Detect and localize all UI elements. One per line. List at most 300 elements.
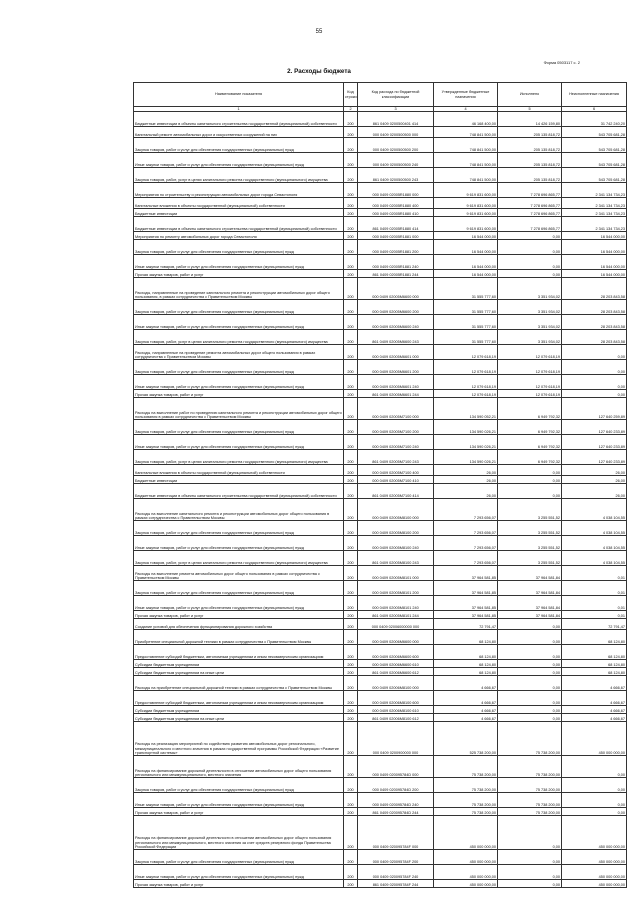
cell-executed: 0,00 xyxy=(498,850,562,865)
cell-indicator-name: Прочая закупка товаров, работ и услуг xyxy=(134,390,344,398)
cell-line-code: 200 xyxy=(344,521,358,536)
cell-line-code: 200 xyxy=(344,112,358,127)
cell-budget-code: 000 0409 02005M6600 200 xyxy=(358,300,434,315)
table-row xyxy=(134,153,627,168)
cell-unexecuted: 450 000 000,00 xyxy=(562,850,627,865)
cell-indicator-name: Субсидии бюджетным учреждениям на иные цели xyxy=(134,668,344,676)
cell-approved: 9 619 831 600,00 xyxy=(434,217,498,232)
cell-executed: 3 255 551,52 xyxy=(498,499,562,521)
cell-budget-code: 000 0409 020095784D 240 xyxy=(358,793,434,808)
table-row xyxy=(134,850,627,865)
cell-line-code: 200 xyxy=(344,581,358,596)
table-row xyxy=(134,300,627,315)
cell-indicator-name: Предоставление субсидий бюджетным, автономным учреждениям и иным некоммерческим организациям xyxy=(134,691,344,706)
cell-line-code: 200 xyxy=(344,793,358,808)
cell-indicator-name: Капитальный ремонт автомобильных дорог и искусственных сооружений на них xyxy=(134,127,344,138)
cell-executed: 75 738 200,00 xyxy=(498,756,562,778)
cell-executed: 37 964 581,84 xyxy=(498,611,562,619)
table-row xyxy=(134,714,627,722)
table-row xyxy=(134,756,627,778)
table-row xyxy=(134,127,627,138)
cell-unexecuted: 68 124,80 xyxy=(562,660,627,668)
cell-approved: 75 738 200,00 xyxy=(434,808,498,816)
cell-indicator-name: Закупка товаров, работ и услуг для обеспечения государственных (муниципальных) нужд xyxy=(134,850,344,865)
cell-indicator-name: Иные закупки товаров, работ и услуг для обеспечения государственных (муниципальных) нужд xyxy=(134,536,344,551)
table-row xyxy=(134,315,627,330)
cell-line-code: 200 xyxy=(344,660,358,668)
cell-unexecuted: 543 705 681,28 xyxy=(562,127,627,138)
cell-indicator-name: Иные закупки товаров, работ и услуг для обеспечения государственных (муниципальных) нужд xyxy=(134,793,344,808)
cell-indicator-name: Приобретение специальной дорожной техники в рамках сотрудничества с Правительством Москвы xyxy=(134,630,344,645)
cell-budget-code: 000 0409 020095784F 200 xyxy=(358,850,434,865)
column-number: 1 xyxy=(134,107,344,112)
table-row xyxy=(134,330,627,345)
cell-executed: 0,00 xyxy=(498,714,562,722)
cell-approved: 9 619 831 600,00 xyxy=(434,198,498,209)
cell-line-code: 200 xyxy=(344,756,358,778)
cell-unexecuted: 28 203 843,58 xyxy=(562,278,627,300)
cell-line-code: 200 xyxy=(344,450,358,465)
cell-executed: 0,00 xyxy=(498,691,562,706)
cell-executed: 6 949 792,32 xyxy=(498,450,562,465)
cell-line-code: 200 xyxy=(344,240,358,255)
cell-approved: 4 666,67 xyxy=(434,691,498,706)
cell-indicator-name: Закупка товаров, работ и услуг для обеспечения государственных (муниципальных) нужд xyxy=(134,521,344,536)
cell-line-code: 200 xyxy=(344,816,358,850)
cell-budget-code: 000 0409 02006M6600 000 xyxy=(358,630,434,645)
cell-unexecuted: 450 000 000,00 xyxy=(562,865,627,880)
table-row xyxy=(134,168,627,183)
cell-approved: 37 964 581,85 xyxy=(434,581,498,596)
cell-budget-code: 000 0409 020095784F 240 xyxy=(358,865,434,880)
table-row xyxy=(134,240,627,255)
cell-line-code: 200 xyxy=(344,198,358,209)
cell-approved: 12 079 618,19 xyxy=(434,390,498,398)
cell-line-code: 200 xyxy=(344,420,358,435)
cell-line-code: 200 xyxy=(344,398,358,420)
table-row xyxy=(134,360,627,375)
cell-indicator-name: Бюджетные инвестиции в объекты капитального строительства государственной (муниципальной) собственности xyxy=(134,484,344,499)
cell-approved: 26,00 xyxy=(434,476,498,484)
cell-unexecuted: 0,00 xyxy=(562,375,627,390)
page-number: 55 xyxy=(315,29,323,35)
cell-unexecuted: 2 341 134 734,23 xyxy=(562,183,627,198)
table-row xyxy=(134,375,627,390)
cell-indicator-name: Расходы на реализацию мероприятий по содействию развитию автомобильных дорог регионального, межмуниципального и местного значения в рамках государственной программы Российской Федерации «Развитие транспортной системы» xyxy=(134,722,344,756)
cell-indicator-name: Субсидии бюджетным учреждениям xyxy=(134,706,344,714)
cell-budget-code: 000 0409 02006000000 000 xyxy=(358,619,434,630)
cell-indicator-name: Капитальные вложения в объекты государственной (муниципальной) собственности xyxy=(134,465,344,476)
table-row xyxy=(134,880,627,888)
cell-approved: 450 000 000,00 xyxy=(434,850,498,865)
cell-executed: 37 964 581,84 xyxy=(498,566,562,581)
cell-budget-code: 861 0409 02005M8100 243 xyxy=(358,551,434,566)
table-row xyxy=(134,660,627,668)
cell-budget-code: 861 0409 02005M6601 244 xyxy=(358,390,434,398)
cell-indicator-name: Расходы, направленные на проведение капитального ремонта и реконструкции автомобильных дорог общего пользования, в рамках сотрудничества с Правительством Москвы xyxy=(134,278,344,300)
cell-executed: 7 278 696 865,77 xyxy=(498,183,562,198)
table-row xyxy=(134,484,627,499)
cell-budget-code: 000 0409 02005R1881 000 xyxy=(358,232,434,240)
table-row xyxy=(134,793,627,808)
cell-unexecuted: 127 640 259,89 xyxy=(562,398,627,420)
cell-executed: 12 079 618,19 xyxy=(498,360,562,375)
table-row xyxy=(134,536,627,551)
cell-executed: 205 135 818,72 xyxy=(498,168,562,183)
cell-approved: 12 079 618,19 xyxy=(434,375,498,390)
cell-approved: 16 544 000,00 xyxy=(434,232,498,240)
cell-budget-code: 000 0409 02005M7100 400 xyxy=(358,465,434,476)
table-row xyxy=(134,645,627,660)
cell-indicator-name: Иные закупки товаров, работ и услуг для обеспечения государственных (муниципальных) нужд xyxy=(134,375,344,390)
cell-indicator-name: Закупка товаров, работ и услуг для обеспечения государственных (муниципальных) нужд xyxy=(134,240,344,255)
form-code: Форма 0503117 с. 2 xyxy=(543,60,580,65)
cell-unexecuted: 26,00 xyxy=(562,484,627,499)
cell-budget-code: 000 0409 02005R1880 000 xyxy=(358,183,434,198)
cell-line-code: 200 xyxy=(344,255,358,270)
table-row xyxy=(134,521,627,536)
cell-executed: 12 079 618,19 xyxy=(498,375,562,390)
cell-budget-code: 861 0409 020095784D 244 xyxy=(358,808,434,816)
cell-line-code: 200 xyxy=(344,566,358,581)
cell-indicator-name: Иные закупки товаров, работ и услуг для обеспечения государственных (муниципальных) нужд xyxy=(134,153,344,168)
cell-unexecuted: 450 000 000,00 xyxy=(562,722,627,756)
cell-indicator-name: Прочая закупка товаров, работ и услуг xyxy=(134,611,344,619)
cell-approved: 9 619 831 600,00 xyxy=(434,183,498,198)
cell-budget-code: 000 0409 0200500500 000 xyxy=(358,127,434,138)
cell-unexecuted: 543 705 681,28 xyxy=(562,138,627,153)
cell-unexecuted: 4 666,67 xyxy=(562,706,627,714)
cell-indicator-name: Мероприятия по строительству и реконструкции автомобильных дорог города Севастополя xyxy=(134,183,344,198)
table-row xyxy=(134,778,627,793)
cell-budget-code: 861 0409 0200500500 243 xyxy=(358,168,434,183)
cell-budget-code: 861 0409 02005M7100 414 xyxy=(358,484,434,499)
cell-indicator-name: Закупка товаров, работ, услуг в целях капитального ремонта государственного (муниципального) имущества xyxy=(134,168,344,183)
cell-budget-code: 000 0409 02006M8100 600 xyxy=(358,691,434,706)
cell-approved: 16 544 000,00 xyxy=(434,270,498,278)
cell-unexecuted: 4 038 104,55 xyxy=(562,521,627,536)
cell-executed: 205 135 818,72 xyxy=(498,127,562,138)
cell-line-code: 200 xyxy=(344,691,358,706)
cell-indicator-name: Бюджетные инвестиции xyxy=(134,209,344,217)
cell-unexecuted: 0,01 xyxy=(562,566,627,581)
cell-indicator-name: Расходы, направленные на проведение ремонта автомобильных дорог общего пользования в рамках сотрудничества с Правительством Москвы xyxy=(134,345,344,360)
cell-unexecuted: 127 640 233,89 xyxy=(562,450,627,465)
header-line-code: Код строки xyxy=(344,83,358,107)
cell-approved: 134 590 026,21 xyxy=(434,450,498,465)
cell-approved: 68 124,80 xyxy=(434,660,498,668)
cell-unexecuted: 2 341 134 734,23 xyxy=(562,217,627,232)
cell-unexecuted: 543 705 681,28 xyxy=(562,168,627,183)
cell-unexecuted: 450 000 000,00 xyxy=(562,816,627,850)
cell-indicator-name: Закупка товаров, работ и услуг для обеспечения государственных (муниципальных) нужд xyxy=(134,581,344,596)
table-row xyxy=(134,630,627,645)
cell-indicator-name: Закупка товаров, работ и услуг для обеспечения государственных (муниципальных) нужд xyxy=(134,420,344,435)
cell-executed: 0,00 xyxy=(498,619,562,630)
table-row xyxy=(134,232,627,240)
cell-executed: 3 351 934,02 xyxy=(498,278,562,300)
cell-approved: 7 293 656,07 xyxy=(434,551,498,566)
cell-approved: 4 666,67 xyxy=(434,714,498,722)
header-indicator-name: Наименование показателя xyxy=(134,83,344,107)
cell-executed: 75 738 200,00 xyxy=(498,778,562,793)
cell-approved: 450 000 000,00 xyxy=(434,816,498,850)
cell-unexecuted: 127 640 233,89 xyxy=(562,420,627,435)
cell-indicator-name: Закупка товаров, работ и услуг для обеспечения государственных (муниципальных) нужд xyxy=(134,778,344,793)
cell-indicator-name: Расходы на выполнение ремонта автомобильных дорог общего пользования в рамках сотрудничества с Правительством Москвы xyxy=(134,566,344,581)
cell-approved: 12 079 618,19 xyxy=(434,360,498,375)
cell-unexecuted: 4 038 104,55 xyxy=(562,551,627,566)
cell-budget-code: 000 0409 02006M6600 600 xyxy=(358,645,434,660)
cell-line-code: 200 xyxy=(344,138,358,153)
cell-approved: 26,00 xyxy=(434,465,498,476)
cell-executed: 0,00 xyxy=(498,645,562,660)
table-row xyxy=(134,138,627,153)
cell-executed: 6 949 792,32 xyxy=(498,435,562,450)
cell-budget-code: 000 0409 02006M6600 610 xyxy=(358,660,434,668)
table-row xyxy=(134,619,627,630)
table-row xyxy=(134,691,627,706)
cell-approved: 134 590 026,21 xyxy=(434,435,498,450)
table-row xyxy=(134,722,627,756)
table-row xyxy=(134,581,627,596)
cell-line-code: 200 xyxy=(344,850,358,865)
cell-line-code: 200 xyxy=(344,232,358,240)
column-number: 5 xyxy=(498,107,562,112)
cell-unexecuted: 450 000 000,00 xyxy=(562,880,627,888)
cell-unexecuted: 26,00 xyxy=(562,465,627,476)
cell-executed: 0,00 xyxy=(498,706,562,714)
cell-executed: 37 964 581,84 xyxy=(498,596,562,611)
cell-budget-code: 861 0409 02006M6600 612 xyxy=(358,668,434,676)
cell-unexecuted: 0,00 xyxy=(562,778,627,793)
cell-executed: 7 278 696 865,77 xyxy=(498,217,562,232)
table-row xyxy=(134,112,627,127)
table-row xyxy=(134,450,627,465)
table-row xyxy=(134,808,627,816)
table-row xyxy=(134,198,627,209)
cell-executed: 0,00 xyxy=(498,476,562,484)
cell-executed: 0,00 xyxy=(498,240,562,255)
cell-line-code: 200 xyxy=(344,676,358,691)
cell-executed: 3 351 934,02 xyxy=(498,315,562,330)
cell-line-code: 200 xyxy=(344,484,358,499)
section-title: 2. Расходы бюджета xyxy=(287,68,351,75)
cell-unexecuted: 4 666,67 xyxy=(562,676,627,691)
cell-unexecuted: 0,00 xyxy=(562,756,627,778)
cell-line-code: 200 xyxy=(344,808,358,816)
cell-executed: 0,00 xyxy=(498,668,562,676)
cell-executed: 0,00 xyxy=(498,484,562,499)
cell-line-code: 200 xyxy=(344,536,358,551)
cell-executed: 205 135 818,72 xyxy=(498,138,562,153)
header-executed: Исполнено xyxy=(498,83,562,107)
cell-approved: 75 738 200,00 xyxy=(434,778,498,793)
cell-budget-code: 000 0409 02005M6601 000 xyxy=(358,345,434,360)
cell-indicator-name: Закупка товаров, работ и услуг для обеспечения государственных (муниципальных) нужд xyxy=(134,360,344,375)
cell-unexecuted: 0,01 xyxy=(562,581,627,596)
table-row xyxy=(134,255,627,270)
cell-budget-code: 000 0409 02005M7100 410 xyxy=(358,476,434,484)
cell-executed: 3 351 934,02 xyxy=(498,330,562,345)
cell-approved: 7 293 656,07 xyxy=(434,499,498,521)
cell-unexecuted: 26,00 xyxy=(562,476,627,484)
cell-indicator-name: Прочая закупка товаров, работ и услуг xyxy=(134,270,344,278)
cell-budget-code: 000 0409 0200500500 240 xyxy=(358,153,434,168)
cell-indicator-name: Прочая закупка товаров, работ и услуг xyxy=(134,880,344,888)
cell-unexecuted: 2 341 134 734,23 xyxy=(562,198,627,209)
table-row xyxy=(134,566,627,581)
cell-approved: 31 555 777,60 xyxy=(434,315,498,330)
cell-executed: 0,00 xyxy=(498,676,562,691)
cell-indicator-name: Закупка товаров, работ и услуг для обеспечения государственных (муниципальных) нужд xyxy=(134,300,344,315)
cell-indicator-name: Расходы на финансирование дорожной деятельности в отношении автомобильных дорог общего пользования регионального или межмуниципального, местного значения за счет средств резервного фонда Правительства Российской Федерации xyxy=(134,816,344,850)
cell-unexecuted: 68 124,80 xyxy=(562,645,627,660)
cell-approved: 68 124,80 xyxy=(434,645,498,660)
cell-executed: 0,00 xyxy=(498,255,562,270)
cell-executed: 7 278 696 865,77 xyxy=(498,209,562,217)
cell-approved: 46 168 400,00 xyxy=(434,112,498,127)
cell-unexecuted: 16 544 000,00 xyxy=(562,232,627,240)
cell-line-code: 200 xyxy=(344,630,358,645)
cell-unexecuted: 0,00 xyxy=(562,793,627,808)
cell-indicator-name: Расходы на выполнение капитального ремонта и реконструкции автомобильных дорог общего пользования в рамках сотрудничества с Правительством Москвы xyxy=(134,499,344,521)
cell-executed: 0,00 xyxy=(498,865,562,880)
cell-line-code: 200 xyxy=(344,360,358,375)
table-row xyxy=(134,465,627,476)
cell-indicator-name: Расходы на выполнение работ по проведению капитального ремонта и реконструкции автомобильных дорог общего пользования в рамках сотрудничества с Правительством Москвы xyxy=(134,398,344,420)
cell-budget-code: 861 0409 02006M8100 612 xyxy=(358,714,434,722)
cell-unexecuted: 28 203 843,58 xyxy=(562,300,627,315)
cell-budget-code: 000 0409 02005M8100 200 xyxy=(358,521,434,536)
cell-unexecuted: 16 544 000,00 xyxy=(562,255,627,270)
cell-budget-code: 000 0409 02005M6601 240 xyxy=(358,375,434,390)
cell-budget-code: 000 0409 02006M8100 610 xyxy=(358,706,434,714)
cell-unexecuted: 28 203 843,58 xyxy=(562,315,627,330)
cell-unexecuted: 31 742 240,20 xyxy=(562,112,627,127)
cell-indicator-name: Бюджетные инвестиции xyxy=(134,476,344,484)
cell-line-code: 200 xyxy=(344,345,358,360)
cell-budget-code: 000 0409 020095784D 000 xyxy=(358,756,434,778)
cell-indicator-name: Прочая закупка товаров, работ и услуг xyxy=(134,808,344,816)
table-row xyxy=(134,865,627,880)
cell-approved: 37 964 581,85 xyxy=(434,596,498,611)
cell-executed: 14 426 159,80 xyxy=(498,112,562,127)
cell-unexecuted: 4 666,67 xyxy=(562,691,627,706)
table-row xyxy=(134,706,627,714)
cell-indicator-name: Закупка товаров, работ и услуг для обеспечения государственных (муниципальных) нужд xyxy=(134,138,344,153)
cell-approved: 16 544 000,00 xyxy=(434,255,498,270)
cell-approved: 748 841 500,00 xyxy=(434,168,498,183)
cell-executed: 75 738 200,00 xyxy=(498,808,562,816)
header-budget-code: Код расхода по бюджетной классификации xyxy=(358,83,434,107)
cell-executed: 0,00 xyxy=(498,630,562,645)
cell-approved: 37 964 581,85 xyxy=(434,611,498,619)
table-row xyxy=(134,476,627,484)
cell-line-code: 200 xyxy=(344,596,358,611)
cell-approved: 68 124,80 xyxy=(434,630,498,645)
column-number: 2 xyxy=(344,107,358,112)
table-row xyxy=(134,183,627,198)
header-unexecuted: Неисполненные назначения xyxy=(562,83,627,107)
cell-budget-code: 000 0409 02005M6600 000 xyxy=(358,278,434,300)
cell-unexecuted: 72 791,47 xyxy=(562,619,627,630)
column-number: 6 xyxy=(562,107,627,112)
cell-unexecuted: 0,00 xyxy=(562,808,627,816)
cell-line-code: 200 xyxy=(344,390,358,398)
cell-budget-code: 000 0409 02006M8100 000 xyxy=(358,676,434,691)
cell-approved: 75 738 200,00 xyxy=(434,793,498,808)
column-number: 3 xyxy=(358,107,434,112)
cell-executed: 0,00 xyxy=(498,232,562,240)
cell-executed: 7 278 696 865,77 xyxy=(498,198,562,209)
cell-unexecuted: 16 544 000,00 xyxy=(562,270,627,278)
cell-approved: 450 000 000,00 xyxy=(434,880,498,888)
expenses-table xyxy=(133,82,627,888)
cell-approved: 68 124,80 xyxy=(434,668,498,676)
cell-unexecuted: 4 038 104,55 xyxy=(562,536,627,551)
cell-indicator-name: Расходы на финансирование дорожной деятельности в отношении автомобильных дорог общего пользования регионального или межмуниципального, местного значения xyxy=(134,756,344,778)
cell-budget-code: 000 0409 02005R1881 200 xyxy=(358,240,434,255)
cell-indicator-name: Иные закупки товаров, работ и услуг для обеспечения государственных (муниципальных) нужд xyxy=(134,596,344,611)
cell-line-code: 200 xyxy=(344,778,358,793)
column-number: 4 xyxy=(434,107,498,112)
cell-executed: 0,00 xyxy=(498,270,562,278)
table-row xyxy=(134,278,627,300)
cell-budget-code: 000 0409 02005M7100 240 xyxy=(358,435,434,450)
table-row xyxy=(134,435,627,450)
cell-line-code: 200 xyxy=(344,168,358,183)
cell-unexecuted: 28 203 843,58 xyxy=(562,330,627,345)
cell-approved: 31 555 777,60 xyxy=(434,278,498,300)
table-row xyxy=(134,398,627,420)
cell-line-code: 200 xyxy=(344,465,358,476)
cell-indicator-name: Иные закупки товаров, работ и услуг для обеспечения государственных (муниципальных) нужд xyxy=(134,865,344,880)
table-row xyxy=(134,551,627,566)
cell-budget-code: 000 0409 020095784D 200 xyxy=(358,778,434,793)
cell-line-code: 200 xyxy=(344,183,358,198)
cell-approved: 12 079 618,19 xyxy=(434,345,498,360)
table-row xyxy=(134,596,627,611)
cell-executed: 75 738 200,00 xyxy=(498,793,562,808)
cell-budget-code: 861 0409 020095784F 244 xyxy=(358,880,434,888)
cell-approved: 37 964 581,85 xyxy=(434,566,498,581)
cell-executed: 0,00 xyxy=(498,880,562,888)
table-row xyxy=(134,217,627,232)
cell-budget-code: 000 0409 02005M6601 200 xyxy=(358,360,434,375)
cell-budget-code: 000 0409 02005R1881 240 xyxy=(358,255,434,270)
cell-executed: 0,00 xyxy=(498,816,562,850)
cell-indicator-name: Расходы на приобретение специальной дорожной техники в рамках сотрудничества с Правительством Москвы xyxy=(134,676,344,691)
cell-line-code: 200 xyxy=(344,611,358,619)
cell-unexecuted: 127 640 233,89 xyxy=(562,435,627,450)
cell-budget-code: 000 0409 02005M7100 000 xyxy=(358,398,434,420)
cell-budget-code: 000 0409 02005M8100 240 xyxy=(358,536,434,551)
cell-budget-code: 861 0409 02005M7100 243 xyxy=(358,450,434,465)
cell-line-code: 200 xyxy=(344,330,358,345)
cell-approved: 26,00 xyxy=(434,484,498,499)
header-approved: Утвержденные бюджетные назначения xyxy=(434,83,498,107)
cell-line-code: 200 xyxy=(344,153,358,168)
cell-line-code: 200 xyxy=(344,499,358,521)
cell-executed: 205 135 818,72 xyxy=(498,153,562,168)
cell-approved: 4 666,67 xyxy=(434,676,498,691)
cell-approved: 7 293 656,07 xyxy=(434,521,498,536)
cell-unexecuted: 0,00 xyxy=(562,360,627,375)
cell-line-code: 200 xyxy=(344,645,358,660)
cell-approved: 72 791,47 xyxy=(434,619,498,630)
cell-line-code: 200 xyxy=(344,127,358,138)
